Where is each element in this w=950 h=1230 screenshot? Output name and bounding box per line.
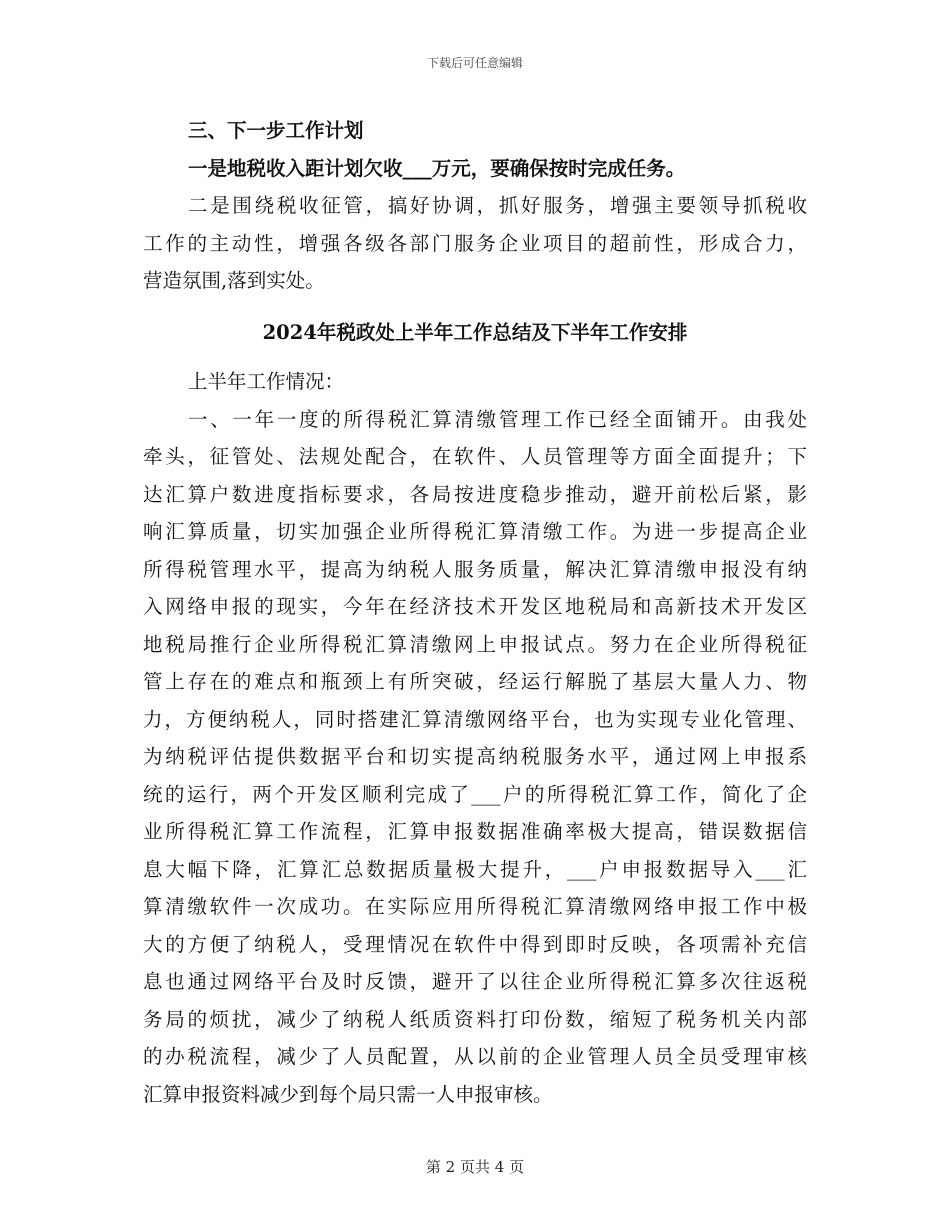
plan-point-2-line: 营造氛围,落到实处。 [143,269,325,292]
paragraph-line: 大的方便了纳税人，受理情况在软件中得到即时反映，各项需补充信 [143,932,807,956]
plan-point-2-line: 工作的主动性，增强各级各部门服务企业项目的超前性，形成合力， [143,231,807,255]
plan-point-1: 一是地税收入距计划欠收___万元，要确保按时完成任务。 [188,156,686,180]
paragraph-line: 一、一年一度的所得税汇算清缴管理工作已经全面铺开。由我处 [188,407,807,431]
paragraph-line: 地税局推行企业所得税汇算清缴网上申报试点。努力在企业所得税征 [143,632,807,656]
paragraph-line: 统的运行，两个开发区顺利完成了___户的所得税汇算工作，简化了企 [143,782,807,806]
paragraph-line: 的办税流程，减少了人员配置，从以前的企业管理人员全员受理审核 [143,1045,807,1068]
paragraph-line: 管上存在的难点和瓶颈上有所突破，经运行解脱了基层大量人力、物 [143,670,807,693]
paragraph-line: 入网络申报的现实，今年在经济技术开发区地税局和高新技术开发区 [143,595,807,618]
paragraph-line: 务局的烦扰，减少了纳税人纸质资料打印份数，缩短了税务机关内部 [143,1007,807,1031]
paragraph-line: 息也通过网络平台及时反馈，避开了以往企业所得税汇算多次往返税 [143,970,807,993]
paragraph-line: 力，方便纳税人，同时搭建汇算清缴网络平台，也为实现专业化管理、 [143,707,807,731]
document-body [143,112,807,1113]
paragraph-line: 汇算申报资料减少到每个局只需一人申报审核。 [143,1082,553,1106]
document-title: 2024年税政处上半年工作总结及下半年工作安排 [262,320,688,344]
paragraph-line: 牵头，征管处、法规处配合，在软件、人员管理等方面全面提升；下 [143,445,807,468]
paragraph-line: 息大幅下降，汇算汇总数据质量极大提升，___户申报数据导入___汇 [143,857,807,881]
subheading-first-half: 上半年工作情况： [188,370,345,393]
plan-point-2-line: 二是围绕税收征管，搞好协调，抓好服务，增强主要领导抓税收 [188,194,807,217]
paragraph-line: 算清缴软件一次成功。在实际应用所得税汇算清缴网络申报工作中极 [143,895,807,918]
paragraph-line: 达汇算户数进度指标要求，各局按进度稳步推动，避开前松后紧，影 [143,482,807,506]
page-footer: 第 2 页共 4 页 [425,1158,525,1176]
paragraph-line: 业所得税汇算工作流程，汇算申报数据准确率极大提高，错误数据信 [143,820,807,843]
paragraph-line: 响汇算质量，切实加强企业所得税汇算清缴工作。为进一步提高企业 [143,520,807,543]
page-header: 下载后可任意编辑 [426,56,523,70]
paragraph-line: 所得税管理水平，提高为纳税人服务质量，解决汇算清缴申报没有纳 [143,557,807,581]
paragraph-line: 为纳税评估提供数据平台和切实提高纳税服务水平，通过网上申报系 [143,745,807,768]
section-heading-next-steps: 三、下一步工作计划 [188,119,364,142]
